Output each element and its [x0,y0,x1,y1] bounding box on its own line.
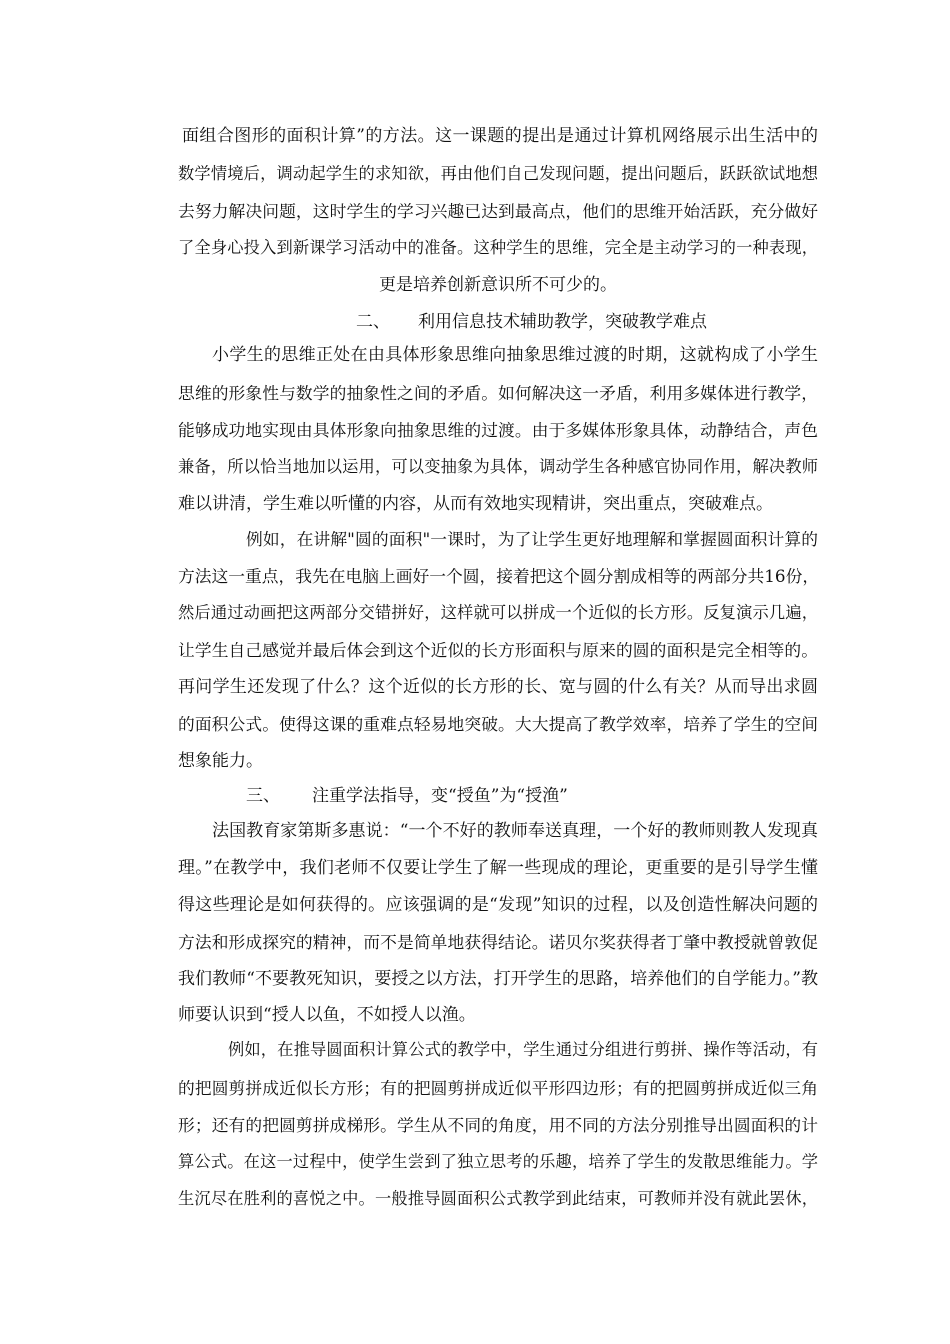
heading-title: 利用信息技术辅助教学，突破教学难点 [418,312,707,332]
text-line: 数学情境后，调动起学生的求知欲，再由他们自己发现问题，提出问题后，跃跃欲试地想 [178,164,818,183]
text-line: 然后通过动画把这两部分交错拼好，这样就可以拼成一个近似的长方形。反复演示几遍， [178,603,818,622]
heading-title: 注重学法指导，变“授鱼”为“授渔” [312,786,568,806]
text-line: 例如，在推导圆面积计算公式的教学中，学生通过分组进行剪拼、操作等活动，有 [228,1040,818,1059]
text-line: 再问学生还发现了什么？这个近似的长方形的长、宽与圆的什么有关？从而导出求圆 [178,677,818,697]
text-line: 形；还有的把圆剪拼成梯形。学生从不同的角度，用不同的方法分别推导出圆面积的计 [178,1115,818,1135]
text-line: 得这些理论是如何获得的。应该强调的是“发现”知识的过程，以及创造性解决问题的 [178,895,818,915]
text-line: 的把圆剪拼成近似长方形；有的把圆剪拼成近似平形四边形；有的把圆剪拼成近似三角 [178,1078,818,1098]
text-line: 更是培养创新意识所不可少的。 [379,275,617,295]
text-line: 法国教育家第斯多惠说：“一个不好的教师奉送真理，一个好的教师则教人发现真 [212,821,818,841]
text-line: 让学生自己感觉并最后体会到这个近似的长方形面积与原来的圆的面积是完全相等的。 [178,640,818,660]
text-line: 算公式。在这一过程中，使学生尝到了独立思考的乐趣，培养了学生的发散思维能力。学 [178,1152,818,1171]
text-line: 生沉尽在胜利的喜悦之中。一般推导圆面积公式教学到此结束，可教师并没有就此罢休， [178,1189,818,1208]
text-line: 理。”在教学中，我们老师不仅要让学生了解一些现成的理论，更重要的是引导学生懂 [178,858,818,878]
heading-number: 三、 [246,786,280,806]
text-line: 我们教师“不要教死知识，要授之以方法，打开学生的思路，培养他们的自学能力。”教 [178,969,818,989]
text-line: 方法这一重点，我先在电脑上画好一个圆，接着把这个圆分割成相等的两部分共16份， [178,566,820,586]
text-line: 能够成功地实现由具体形象向抽象思维的过渡。由于多媒体形象具体，动静结合，声色 [178,420,818,440]
text-line: 师要认识到“授人以鱼，不如授人以渔。 [178,1005,476,1025]
text-line: 去努力解决问题，这时学生的学习兴趣已达到最高点，他们的思维开始活跃，充分做好 [178,201,818,221]
text-line: 难以讲清，学生难以听懂的内容，从而有效地实现精讲，突出重点，突破难点。 [178,494,773,514]
text-line: 例如，在讲解"圆的面积"一课时，为了让学生更好地理解和掌握圆面积计算的 [246,529,818,549]
text-line: 思维的形象性与数学的抽象性之间的矛盾。如何解决这一矛盾，利用多媒体进行教学， [178,383,818,403]
text-line: 兼备，所以恰当地加以运用，可以变抽象为具体，调动学生各种感官协同作用，解决教师 [178,457,818,476]
text-line: 面组合图形的面积计算”的方法。这一课题的提出是通过计算机网络展示出生活中的 [182,126,818,146]
text-line: 方法和形成探究的精神，而不是简单地获得结论。诺贝尔奖获得者丁肇中教授就曾敦促 [178,932,818,952]
heading-number: 二、 [356,312,390,332]
text-line: 小学生的思维正处在由具体形象思维向抽象思维过渡的时期，这就构成了小学生 [212,345,818,365]
text-line: 想象能力。 [178,751,263,771]
text-line: 了全身心投入到新课学习活动中的准备。这种学生的思维，完全是主动学习的一种表现， [178,238,818,257]
text-line: 的面积公式。使得这课的重难点轻易地突破。大大提高了教学效率，培养了学生的空间 [178,714,818,734]
